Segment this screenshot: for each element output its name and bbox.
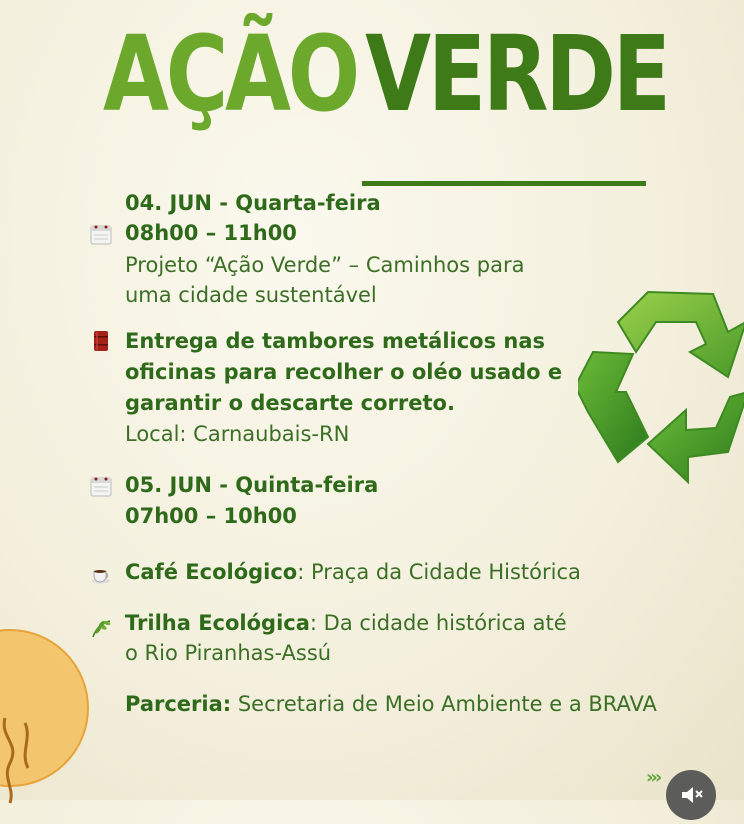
drums-location: Local: Carnaubais-RN <box>125 422 350 446</box>
event1-description-line2: uma cidade sustentável <box>125 283 377 307</box>
cafe-text: : Praça da Cidade Histórica <box>297 560 581 584</box>
event2-date: 05. JUN - Quinta-feira <box>125 473 379 497</box>
trilha-item <box>125 608 567 638</box>
parceria-label: Parceria: <box>125 692 232 716</box>
mute-button[interactable] <box>666 770 716 820</box>
coffee-cup-icon <box>90 563 112 585</box>
calendar-icon <box>90 475 112 497</box>
event2-time: 07h00 – 10h00 <box>125 504 297 528</box>
title-word-acao: AÇÃO <box>103 13 357 135</box>
trilha-label: Trilha Ecológica <box>125 611 310 635</box>
chevrons-decoration: ››› <box>646 767 660 788</box>
event1-date: 04. JUN - Quarta-feira <box>125 191 381 215</box>
drums-line3: garantir o descarte correto. <box>125 391 455 415</box>
oil-drum-icon <box>90 330 112 352</box>
drums-line2: oficinas para recolher o oléo usado e <box>125 360 563 384</box>
calendar-icon <box>90 223 112 245</box>
page-title <box>103 13 668 135</box>
cafe-item <box>125 557 581 587</box>
drums-line1: Entrega de tambores metálicos nas <box>125 329 546 353</box>
cafe-label: Café Ecológico <box>125 560 298 584</box>
event1-description-line1: Projeto “Ação Verde” – Caminhos para <box>125 253 525 277</box>
title-underline <box>362 181 646 186</box>
lightbulb-icon <box>0 628 100 818</box>
event1-time: 08h00 – 11h00 <box>125 221 297 245</box>
recycle-icon <box>578 282 744 492</box>
parceria-item <box>125 689 657 719</box>
parceria-text: Secretaria de Meio Ambiente e a BRAVA <box>231 692 657 716</box>
title-word-verde: VERDE <box>365 13 668 135</box>
trilha-text: : Da cidade histórica até <box>309 611 567 635</box>
mute-icon <box>666 770 716 820</box>
trilha-text-line2: o Rio Piranhas-Assú <box>125 641 332 665</box>
